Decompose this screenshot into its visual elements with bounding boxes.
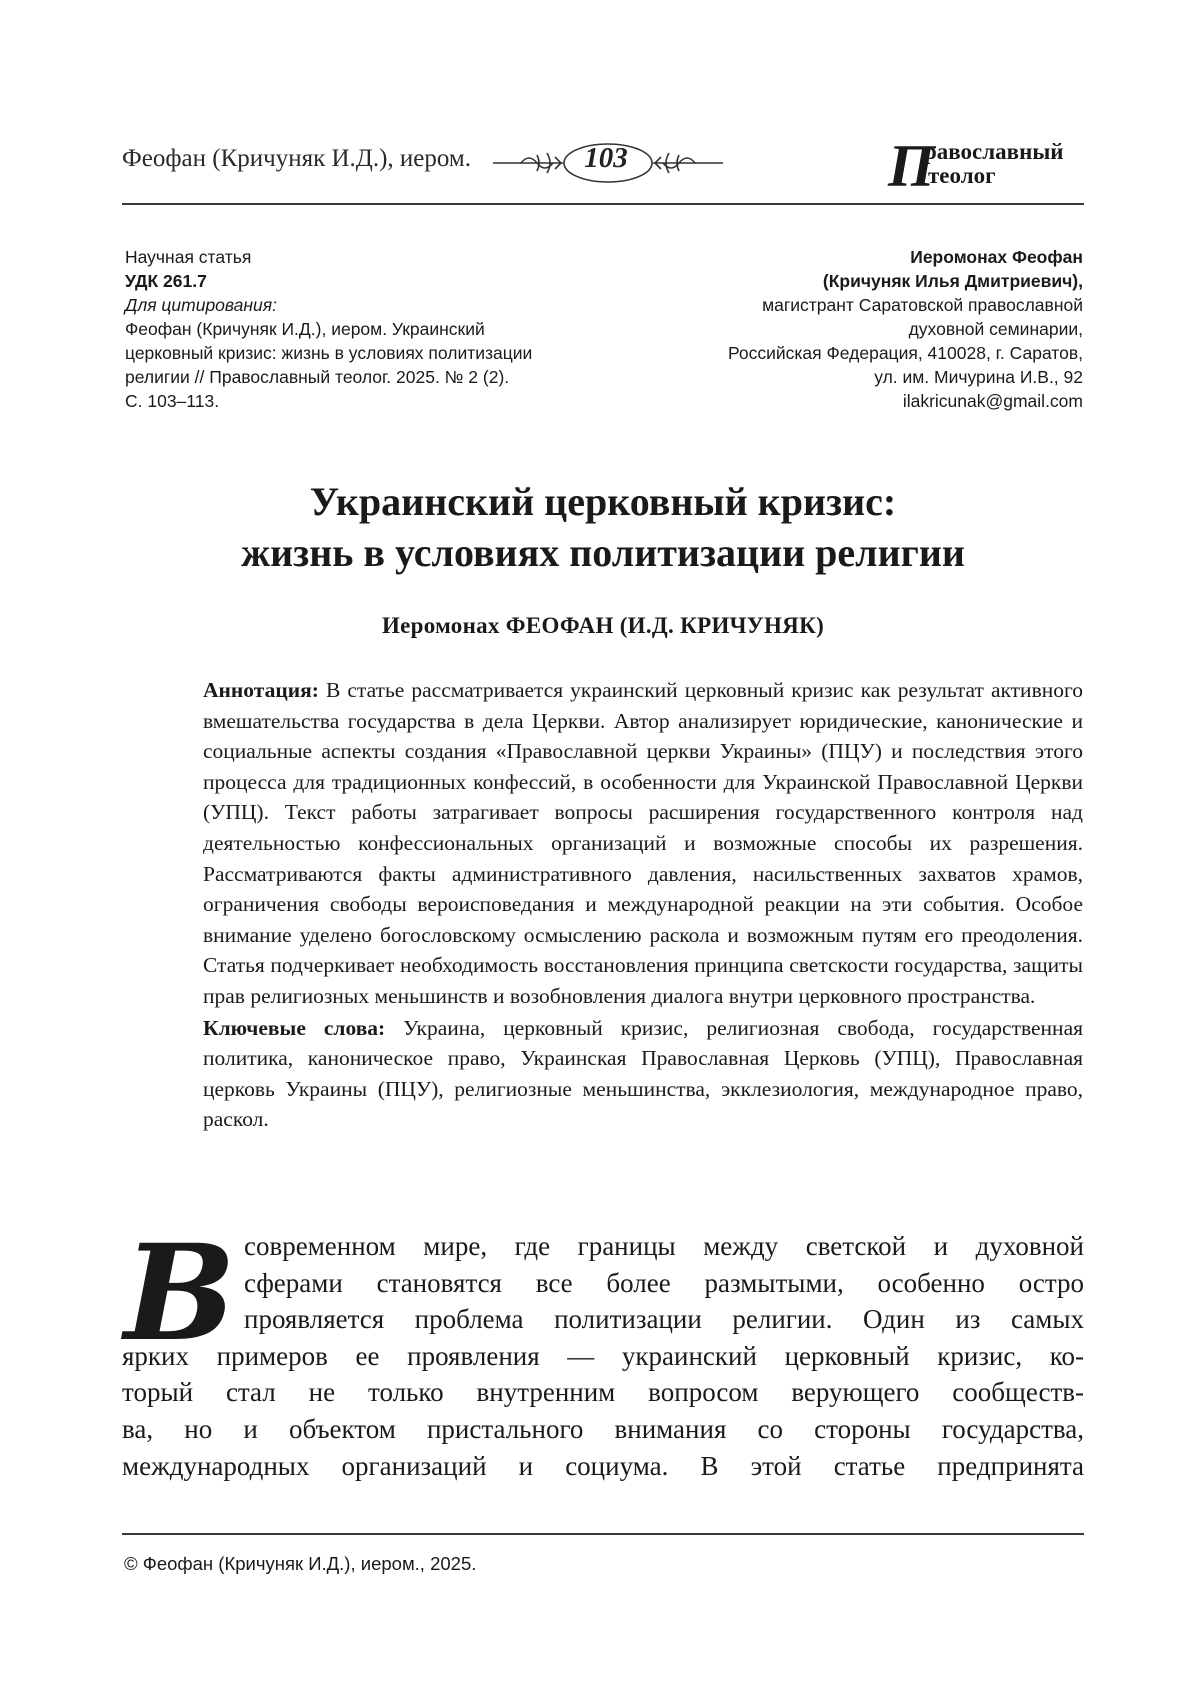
author-info xyxy=(650,245,1083,413)
body-text xyxy=(122,1216,1084,1484)
citation-line: религии // Православный теолог. 2025. № 2 (2). xyxy=(125,367,510,387)
citation-label: Для цитирования: xyxy=(125,295,277,315)
article-title-line2: жизнь в условиях политизации религии xyxy=(241,530,965,575)
author-name: Иеромонах Феофан xyxy=(910,247,1083,267)
body-line: международных организаций и социума. В этой статье предпринята xyxy=(122,1450,1084,1481)
author-affiliation-line: магистрант Саратовской православной xyxy=(762,295,1083,315)
header-divider xyxy=(122,203,1084,205)
body-line: ва, но и объектом пристального внимания со стороны государства, xyxy=(122,1413,1084,1444)
abstract-text: В статье рассматривается украинский церковный кризис как результат активного вмешательства государства в дела Церкви. Автор анализирует юридические, канонические и социальные аспекты создания «Православной церкви Украины» (ПЦУ) и последствия этого процесса для традиционных конфессий, в особенности для Украинской Православной Церкви (УПЦ). Текст работы затрагивает вопросы расширения государственного контроля над деятельностью конфессиональных организаций и возможные способы их разрешения. Рассматриваются факты административного давления, насильственных захватов храмов, ограничения свободы вероисповедания и международной реакции на эти события. Особое внимание уделено богословскому осмыслению раскола и возможным путям его преодоления. Статья подчеркивает необходимость восстановления принципа светскости государства, защиты прав религиозных меньшинств и возобновления диалога внутри церковного пространства. xyxy=(203,678,1084,1008)
citation-line: Феофан (Кричуняк И.Д.), иером. Украинский xyxy=(125,319,485,339)
abstract-label: Аннотация: xyxy=(203,678,319,702)
author-affiliation-line: духовной семинарии, xyxy=(908,319,1083,339)
author-byline: Иеромонах ФЕОФАН (И.Д. КРИЧУНЯК) xyxy=(381,613,825,638)
keywords-label: Ключевые слова: xyxy=(203,1015,386,1040)
keywords-paragraph xyxy=(203,1013,1083,1135)
journal-logo xyxy=(888,133,1088,199)
running-title: Феофан (Кричуняк И.Д.), иером. xyxy=(122,145,471,172)
citation-line: С. 103–113. xyxy=(125,391,220,411)
article-type: Научная статья xyxy=(125,247,252,267)
author-full-name: (Кричуняк Илья Дмитриевич), xyxy=(822,271,1083,291)
page-number: 103 xyxy=(584,142,628,174)
footer-divider xyxy=(122,1533,1084,1535)
keywords-text: Украина, церковный кризис, религиозная свобода, государственная политика, каноническое право, Украинская Православная Церковь (УПЦ), Православная церковь Украины (ПЦУ), религиозные меньшинства, экклезиология, международное право, раскол. xyxy=(203,1015,1083,1132)
copyright-notice: © Феофан (Кричуняк И.Д.), иером., 2025. xyxy=(124,1553,477,1574)
abstract-block xyxy=(203,675,1083,1135)
article-title-line1: Украинский церковный кризис: xyxy=(309,479,897,524)
citation-line: церковный кризис: жизнь в условиях политизации xyxy=(125,343,533,363)
body-line: торый стал не только внутренним вопросом верующего сообществ- xyxy=(122,1377,1084,1408)
journal-logo-line2: теолог xyxy=(928,163,996,188)
body-line: сферами становятся все более размытыми, особенно остро xyxy=(244,1267,1084,1298)
body-line: современном мире, где границы между светской и духовной xyxy=(244,1231,1084,1261)
article-meta xyxy=(125,245,585,413)
body-line: ярких примеров ее проявления — украинский церковный кризис, ко- xyxy=(122,1340,1084,1371)
body-line: проявляется проблема политизации религии. Один из самых xyxy=(244,1304,1084,1335)
drop-cap: В xyxy=(124,1216,236,1371)
journal-logo-letter: П xyxy=(888,133,935,199)
author-email: ilakricunak@gmail.com xyxy=(902,391,1083,411)
abstract-paragraph xyxy=(203,675,1083,1012)
article-title xyxy=(122,476,1084,578)
udc-code: УДК 261.7 xyxy=(125,271,207,291)
journal-logo-line1: равославный xyxy=(924,139,1064,164)
author-address-line: Российская Федерация, 410028, г. Саратов, xyxy=(727,343,1083,363)
author-address-line: ул. им. Мичурина И.В., 92 xyxy=(874,367,1083,387)
